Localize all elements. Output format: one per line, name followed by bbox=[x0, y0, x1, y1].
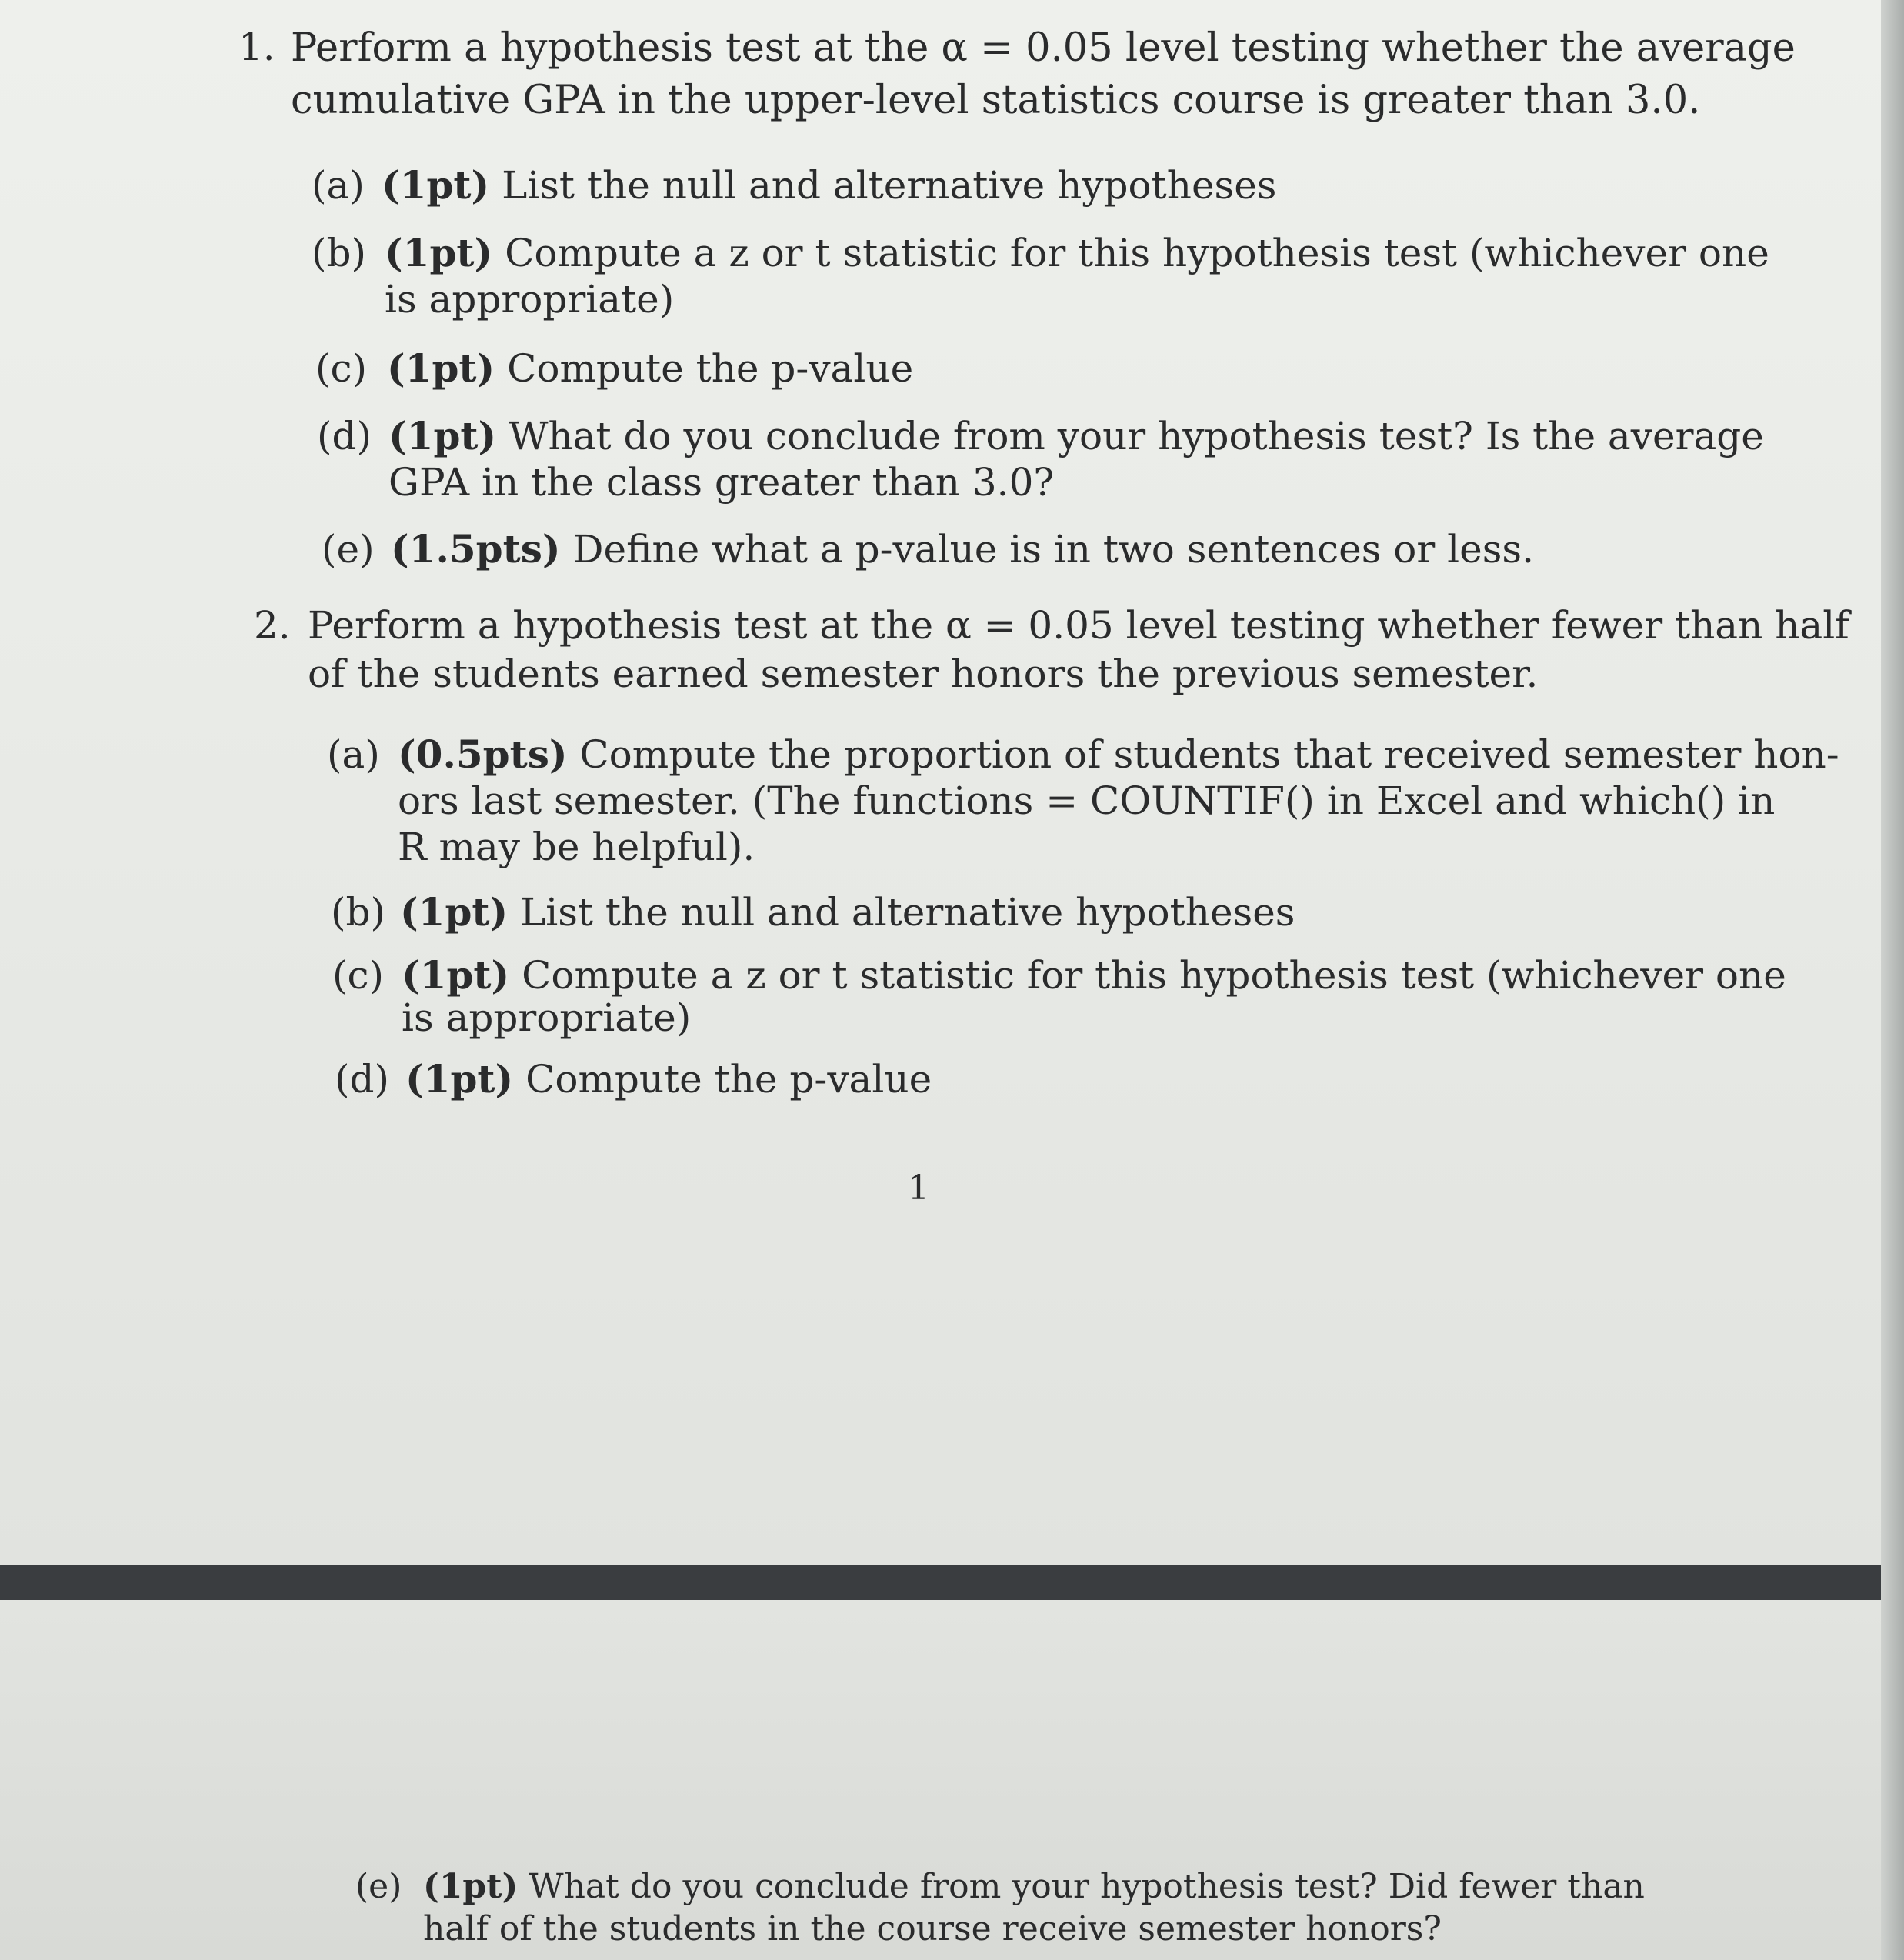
q2-part-c-text-line-1: (1pt) Compute a z or t statistic for this hypothesis test (whichever one bbox=[402, 952, 1786, 998]
q2-part-b-text: (1pt) List the null and alternative hypotheses bbox=[400, 889, 1295, 935]
q2-part-d-label: (d) bbox=[335, 1057, 390, 1102]
q2-part-a-text-line-3: R may be helpful). bbox=[398, 825, 755, 869]
q2-part-c-text-line-2: is appropriate) bbox=[402, 995, 692, 1040]
q1-part-c-text: (1pt) Compute the p-value bbox=[387, 345, 914, 391]
q2-part-d-text: (1pt) Compute the p-value bbox=[405, 1056, 932, 1102]
q1-part-e-label: (e) bbox=[322, 527, 375, 572]
q1-part-b-text-line-2: is appropriate) bbox=[385, 277, 675, 322]
page-number: 1 bbox=[908, 1168, 929, 1208]
q1-part-d-label: (d) bbox=[317, 414, 372, 458]
q1-part-d-text-line-2: GPA in the class greater than 3.0? bbox=[388, 460, 1055, 505]
q2-part-e-text-line-2: half of the students in the course receive semester honors? bbox=[423, 1909, 1442, 1948]
q1-part-b-label: (b) bbox=[312, 231, 367, 275]
q2-part-c-label: (c) bbox=[332, 953, 385, 998]
q1-part-e-text: (1.5pts) Define what a p-value is in two sentences or less. bbox=[391, 526, 1534, 572]
q1-part-d-text-line-1: (1pt) What do you conclude from your hypothesis test? Is the average bbox=[388, 413, 1764, 458]
question-1-text-line-2: cumulative GPA in the upper-level statistics course is greater than 3.0. bbox=[291, 78, 1701, 123]
question-2-number: 2. bbox=[254, 603, 291, 648]
q1-part-b-text-line-1: (1pt) Compute a z or t statistic for this hypothesis test (whichever one bbox=[385, 230, 1769, 275]
question-2-text-line-2: of the students earned semester honors the previous semester. bbox=[308, 652, 1539, 696]
document-page-bottom bbox=[0, 1600, 1904, 1960]
q2-part-a-text-line-1: (0.5pts) Compute the proportion of students that received semester hon- bbox=[398, 732, 1839, 777]
q2-part-b-label: (b) bbox=[331, 890, 386, 935]
question-1-text-line-1: Perform a hypothesis test at the α = 0.05 level testing whether the average bbox=[291, 25, 1796, 71]
question-1-number: 1. bbox=[238, 25, 275, 69]
q1-part-c-label: (c) bbox=[315, 346, 368, 391]
q2-part-e-text-line-1: (1pt) What do you conclude from your hypothesis test? Did fewer than bbox=[423, 1867, 1645, 1906]
question-2-text-line-1: Perform a hypothesis test at the α = 0.05 level testing whether fewer than half bbox=[308, 603, 1849, 648]
q1-part-a-text: (1pt) List the null and alternative hypotheses bbox=[382, 162, 1277, 208]
q2-part-a-text-line-2: ors last semester. (The functions = COUNTIF() in Excel and which() in bbox=[398, 778, 1776, 823]
q2-part-e-label: (e) bbox=[355, 1867, 402, 1906]
monitor-bezel bbox=[1881, 0, 1904, 1960]
q1-part-a-label: (a) bbox=[312, 163, 365, 208]
q2-part-a-label: (a) bbox=[327, 732, 380, 777]
